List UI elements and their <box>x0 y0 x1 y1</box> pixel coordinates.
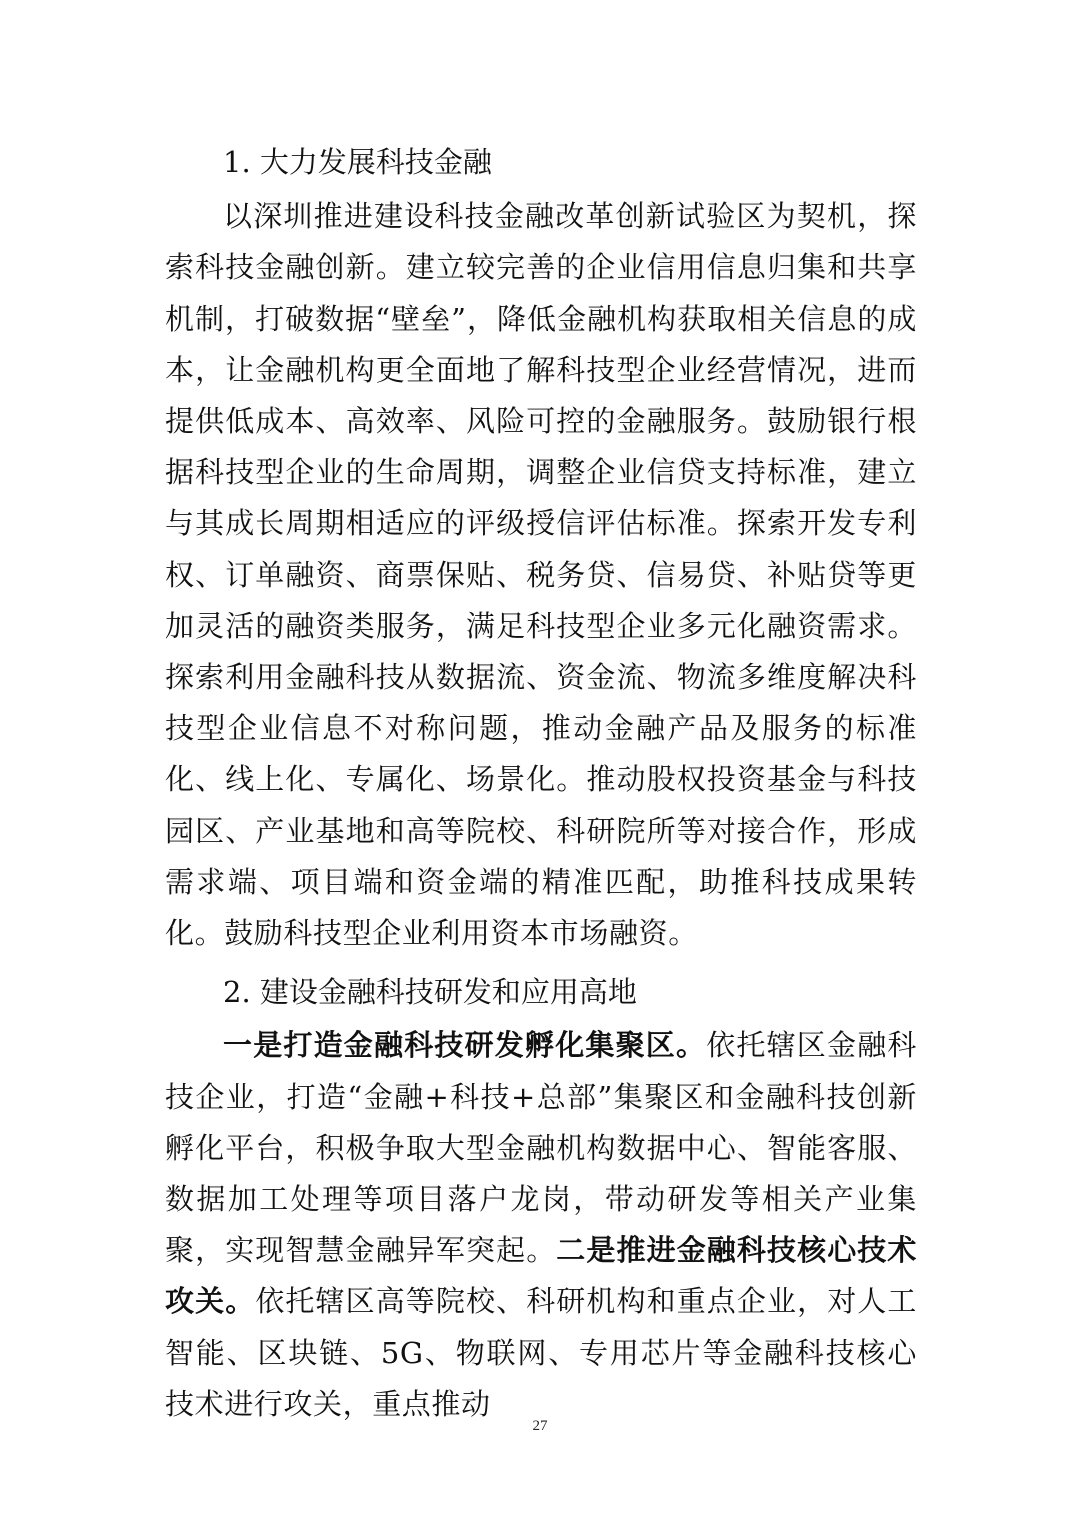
page-body <box>165 137 917 1430</box>
section-1-heading: 1. 大力发展科技金融 <box>223 145 492 179</box>
section-1-paragraph: 以深圳推进建设科技金融改革创新试验区为契机，探索科技金融创新。建立较完善的企业信用信息归集和共享机制，打破数据“壁垒”，降低金融机构获取相关信息的成本，让金融机构更全面地了解科技型企业经营情况，进而提供低成本、高效率、风险可控的金融服务。鼓励银行根据科技型企业的生命周期，调整企业信贷支持标准，建立与其成长周期相适应的评级授信评估标准。探索开发专利权、订单融资、商票保贴、税务贷、信易贷、补贴贷等更加灵活的融资类服务，满足科技型企业多元化融资需求。探索利用金融科技从数据流、资金流、物流多维度解决科技型企业信息不对称问题，推动金融产品及服务的标准化、线上化、专属化、场景化。推动股权投资基金与科技园区、产业基地和高等院校、科研院所等对接合作，形成需求端、项目端和资金端的精准匹配，助推科技成果转化。鼓励科技型企业利用资本市场融资。 <box>165 199 917 951</box>
section-2-text-2: 依托辖区高等院校、科研机构和重点企业，对人工智能、区块链、5G、物联网、专用芯片等金融科技核心技术进行攻关，重点推动 <box>165 1284 917 1421</box>
section-2-lead-1: 一是打造金融科技研发孵化集聚区。 <box>223 1028 707 1063</box>
section-2-heading: 2. 建设金融科技研发和应用高地 <box>223 975 637 1010</box>
section-2-paragraph <box>165 1020 917 1430</box>
page-number: 27 <box>532 1418 548 1434</box>
section-2-lead-2: 二是推进金融科技核心技术攻关。 <box>165 1233 917 1319</box>
section-2-text-1: 依托辖区金融科技企业，打造“金融+科技+总部”集聚区和金融科技创新孵化平台，积极争取大型金融机构数据中心、智能客服、数据加工处理等项目落户龙岗，带动研发等相关产业集聚，实现智慧金融异军突起。 <box>165 1028 918 1268</box>
